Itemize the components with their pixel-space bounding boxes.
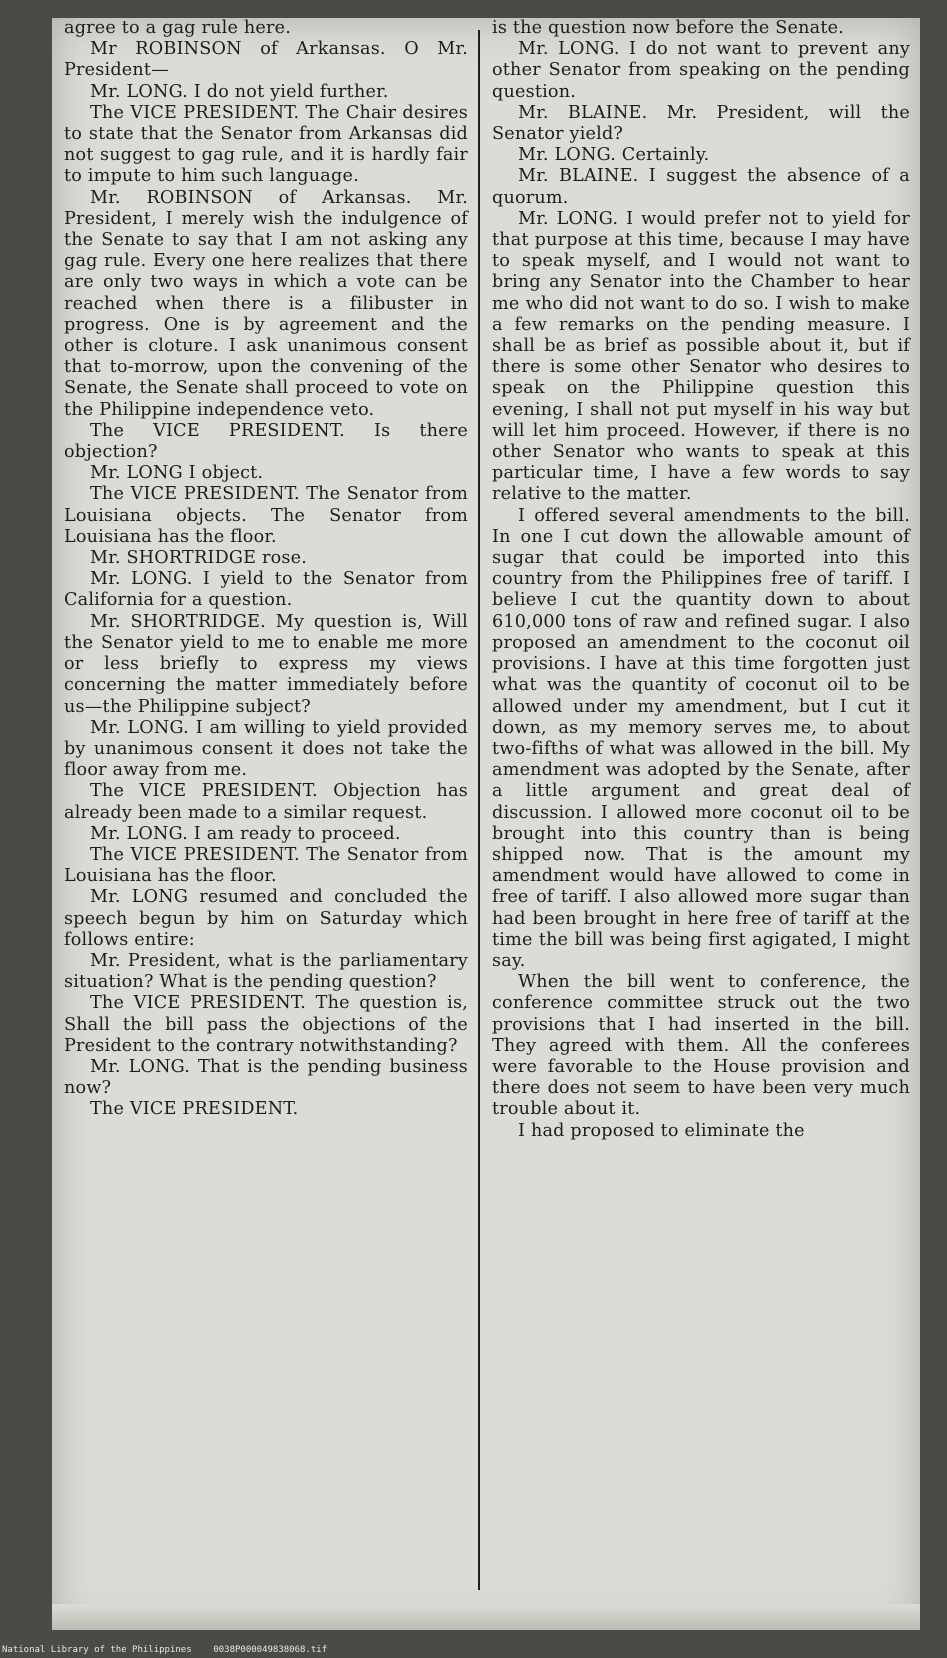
right-column [492,18,910,1630]
paragraph: Mr. BLAINE. I suggest the absence of a quorum. [492,166,910,208]
left-column [64,18,468,1630]
paragraph: Mr. LONG. Certainly. [518,145,710,166]
paragraph: Mr. LONG. I yield to the Senator from California for a question. [64,569,468,611]
paragraph: Mr. LONG resumed and concluded the speech begun by him on Saturday which follows entire: [64,887,468,950]
paragraph: Mr. LONG. That is the pending business now? [64,1056,468,1099]
paragraph: The VICE PRESIDENT. The Senator from Louisiana has the floor. [64,844,468,887]
paragraph: I had proposed to eliminate the [518,1120,805,1141]
newspaper-clipping [52,18,920,1630]
scan-footer: National Library of the Philippines 0038P000049838068.tif [2,1645,328,1655]
paragraph: Mr. LONG. I am willing to yield provided by unanimous consent it does not take the floor away from me. [64,717,468,781]
paragraph: The VICE PRESIDENT. Objection has already been made to a similar request. [64,781,468,823]
paragraph: Mr. LONG. I would prefer not to yield for that purpose at this time, because I may have to speak myself, and I would not want to bring any Senator into the Chamber to hear me who did not want to do so. I wish to make a few remarks on the pending measure. I shall be as brief as possible about it, but if there is some other Senator who desires to speak on the Philippine question this evening, I shall not put myself in his way but will let him proceed. However, if there is no other Senator who wants to speak at this particular time, I have a few words to say relative to the matter. [492,208,910,505]
paragraph: is the question now before the Senate. [492,18,845,38]
paragraph: Mr. BLAINE. Mr. President, will the Senator yield? [492,102,910,145]
paragraph: Mr. SHORTRIDGE. My question is, Will the Senator yield to me to enable me more or less briefly to express my views concerning the matter immediately before us—the Philippine subject? [64,611,468,717]
paragraph: The VICE PRESIDENT. [90,1099,299,1120]
paragraph: Mr. LONG. I do not want to prevent any other Senator from speaking on the pending question. [492,39,910,102]
paragraph: Mr. LONG. I am ready to proceed. [90,823,401,844]
column-divider [478,30,480,1590]
paragraph: The VICE PRESIDENT. The Chair desires to state that the Senator from Arkansas did not suggest to gag rule, and it is hardly fair to impute to him such language. [64,102,468,187]
paragraph: agree to a gag rule here. [64,18,292,38]
paragraph: Mr. President, what is the parliamentary situation? What is the pending question? [64,950,468,993]
paragraph: Mr. SHORTRIDGE rose. [90,548,307,569]
paragraph: Mr. ROBINSON of Arkansas. Mr. President, I merely wish the indulgence of the Senate to say that I am not asking any gag rule. Every one here realizes that there are only two ways in which a vote can be reached when there is a filibuster in progress. One is by agreement and the other is cloture. I ask unanimous consent that to-morrow, upon the convening of the Senate, the Senate shall proceed to vote on the Philippine independence veto. [64,187,468,420]
paragraph: The VICE PRESIDENT. The question is, Shall the bill pass the objections of the President to the contrary notwithstanding? [64,993,468,1056]
paragraph: Mr ROBINSON of Arkansas. O Mr. President— [64,39,468,81]
paragraph: The VICE PRESIDENT. The Senator from Louisiana objects. The Senator from Louisiana has the floor. [64,484,468,547]
paragraph: When the bill went to conference, the conference committee struck out the two provisions that I had inserted in the bill. They agreed with them. All the conferees were favorable to the House provision and there does not seem to have been very much trouble about it. [492,972,910,1120]
paragraph: The VICE PRESIDENT. Is there objection? [64,420,468,463]
paragraph: I offered several amendments to the bill. In one I cut down the allowable amount of sugar that could be imported into this country from the Philippines free of tariff. I believe I cut the quantity down to about 610,000 tons of raw and refined sugar. I also proposed an amendment to the coconut oil provisions. I have at this time forgotten just what was the quantity of coconut oil to be allowed under my amendment, but I cut it down, as my memory serves me, to about two-fifths of what was allowed in the bill. My amendment was adopted by the Senate, after a little argument and great deal of discussion. I allowed more coconut oil to be brought into this country than is being shipped now. That is the amount my amendment would have allowed to come in free of tariff. I also allowed more sugar than had been brought in here free of tariff at the time the bill was being first agigated, I might say. [492,505,910,971]
paragraph: Mr. LONG I object. [90,463,264,484]
paragraph: Mr. LONG. I do not yield further. [90,81,389,102]
page-bottom-edge [52,1604,920,1630]
